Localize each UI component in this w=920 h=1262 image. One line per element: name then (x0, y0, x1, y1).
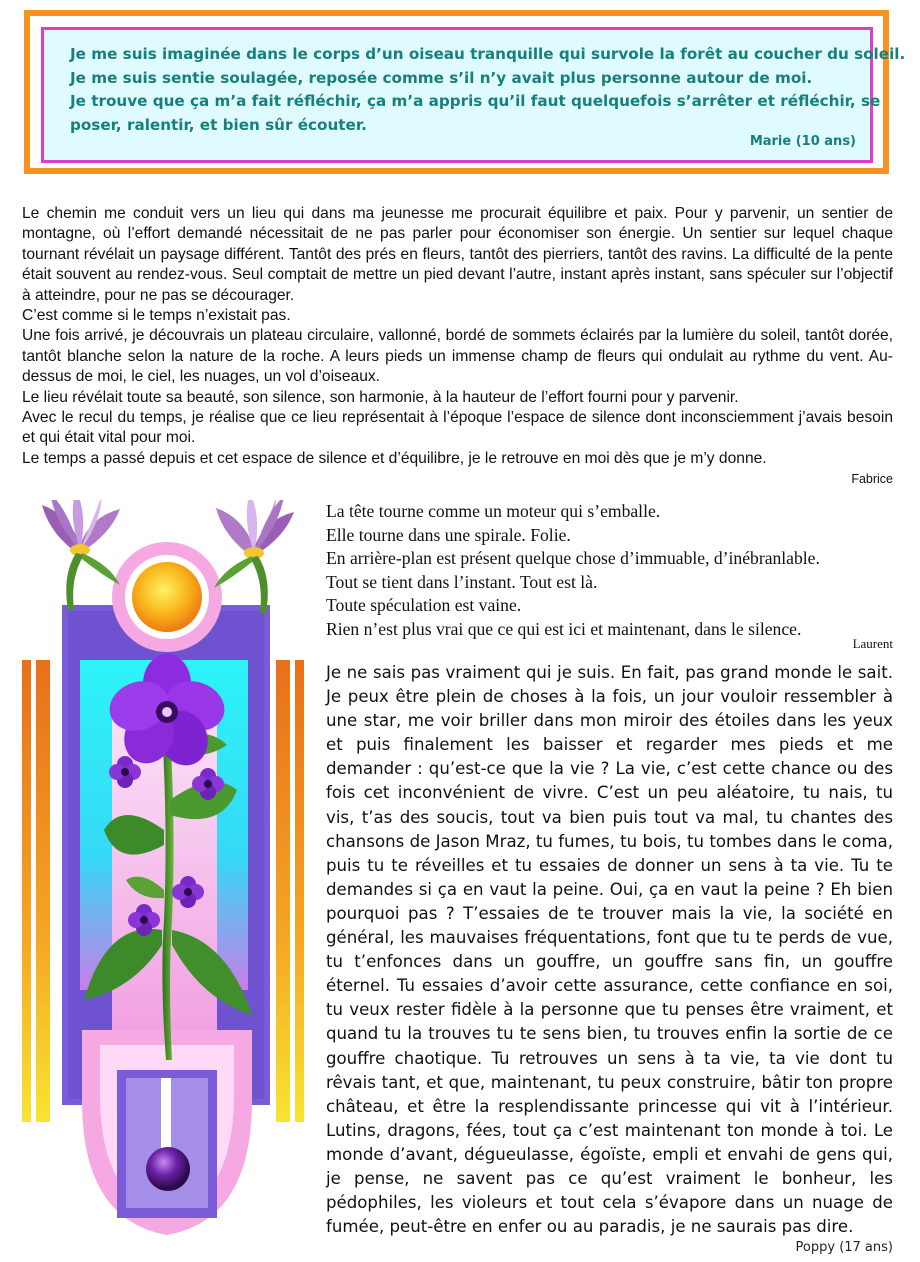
fabrice-paragraph: Le chemin me conduit vers un lieu qui dans ma jeunesse me procurait équilibre et paix. Pour y parvenir, un sentier de montagne, où l’effort demandé nécessitait de ne pas parler pour économiser son énergie. Un sentier sur lequel chaque tournant révélait un paysage différent. Tantôt des prés en fleurs, tantôt des pierriers, tantôt des ravins. La difficulté de la pente était souvent au rendez-vous. Seul comptait de mettre un pied devant l’autre, instant après instant, sans spéculer sur l’objectif à atteindre, pour ne pas se décourager. (22, 205, 893, 304)
fabrice-paragraph: Une fois arrivé, je découvrais un plateau circulaire, vallonné, bordé de sommets éclairés par la lumière du soleil, tantôt dorée, tantôt blanche selon la nature de la roche. A leurs pieds un immense champ de fleurs qui ondulait au rythme du vent. Au-dessus de moi, le ciel, les nuages, un vol d’oiseaux. (22, 327, 893, 386)
poem-line: En arrière-plan est présent quelque chose d’immuable, d’inébranlable. (326, 548, 820, 569)
quote-line: Je trouve que ça m’a fait réfléchir, ça m’a appris qu’il faut quelquefois s’arrêter et réfléchir, se (70, 92, 881, 111)
poem-line: Toute spéculation est vaine. (326, 595, 522, 616)
poem-line: Elle tourne dans une spirale. Folie. (326, 524, 571, 545)
left-outer-bar (22, 660, 31, 1122)
quote-line: Je me suis imaginée dans le corps d’un oiseau tranquille qui survole la forêt au coucher du soleil. (70, 45, 906, 63)
right-inner-bar (276, 660, 290, 1122)
poppy-paragraph: Je ne sais pas vraiment qui je suis. En fait, pas grand monde le sait. Je peux être plein de choses à la fois, un jour vouloir ressembler à une star, me voir briller dans mon miroir des étoiles dans les yeux et puis finalement les baisser et regarder mes pieds et me demander : qu’est-ce que la vie ? La vie, c’est cette chance ou des fois cet inconvénient de vivre. C’est un peu aléatoire, tu nais, tu vis, t’as des soucis, tout va bien puis tout va mal, tu chantes des chansons de Jason Mraz, tu fumes, tu bois, tu tombes dans le coma, puis tu te réveilles et tu essaies de donner un sens à ta vie. Tu te demandes si ça en vaut la peine. Oui, ça en vaut la peine ? Eh bien pourquoi pas ? T’essaies de te trouver mais la vie, la société en général, les mauvaises fréquentations, font que tu te perds de vue, tu t’enfonces dans un gouffre, un gouffre sans fin, un gouffre éternel. Tu essaies d’avoir cette assurance, cette confiance en soi, tu veux rester fidèle à la personne que tu penses être vraiment, et quand tu la trouves tu te sens bien, tu trouves enfin la sortie de ce gouffre chaotique. Tu retrouves un sens à ta vie, ta vie dont tu rêvais tant, et que, maintenant, tu peux construire, bâtir ton propre château, et être la resplendissante princesse qui vit à l’intérieur. Lutins, dragons, fées, tout ça c’est maintenant ton monde à toi. Le monde d’avant, dégueulasse, égoïste, empli et envahi de gens qui, je pense, ne savent pas ce qu’est vraiment le bonheur, les pédophiles, les violeurs et tout cela s’évapore dans un nuage de fumée, peut-être en enfer ou au paradis, je ne saurais pas dire. (326, 663, 893, 1237)
fabrice-paragraph: C’est comme si le temps n’existait pas. (22, 307, 291, 325)
left-lotus-icon (42, 500, 120, 610)
poppy-author: Poppy (17 ans) (795, 1240, 893, 1255)
fabrice-author: Fabrice (851, 472, 893, 486)
fabrice-paragraph: Le temps a passé depuis et cet espace de silence et d’équilibre, je le retrouve en moi dès que je m’y donne. (22, 449, 767, 467)
poem-line: Tout se tient dans l’instant. Tout est là. (326, 571, 598, 592)
poem-line: La tête tourne comme un moteur qui s’emballe. (326, 501, 661, 521)
fabrice-paragraph: Avec le recul du temps, je réalise que ce lieu représentait à l’époque l’espace de silence dont inconsciemment j’avais besoin et qui était vital pour moi. (22, 409, 893, 447)
laurent-poem (326, 500, 896, 642)
right-outer-bar (295, 660, 304, 1122)
left-inner-bar (36, 660, 50, 1122)
sun-icon (132, 562, 202, 632)
fabrice-paragraph: Le lieu révélait toute sa beauté, son silence, son harmonie, à la hauteur de l’effort fourni pour y parvenir. (22, 388, 739, 406)
fabrice-text (22, 204, 893, 469)
marie-author: Marie (10 ans) (749, 134, 856, 149)
marie-quote (70, 43, 906, 137)
poppy-text (326, 661, 893, 1239)
flower-collage-illustration (22, 500, 312, 1238)
right-lotus-icon (214, 500, 294, 613)
quote-line: Je me suis sentie soulagée, reposée comme s’il n’y avait plus personne autour de moi. (70, 68, 813, 87)
quote-line: poser, ralentir, et bien sûr écouter. (70, 115, 367, 134)
purple-ball-icon (146, 1147, 190, 1191)
poem-line: Rien n’est plus vrai que ce qui est ici et maintenant, dans le silence. (326, 618, 802, 639)
laurent-author: Laurent (852, 636, 893, 651)
